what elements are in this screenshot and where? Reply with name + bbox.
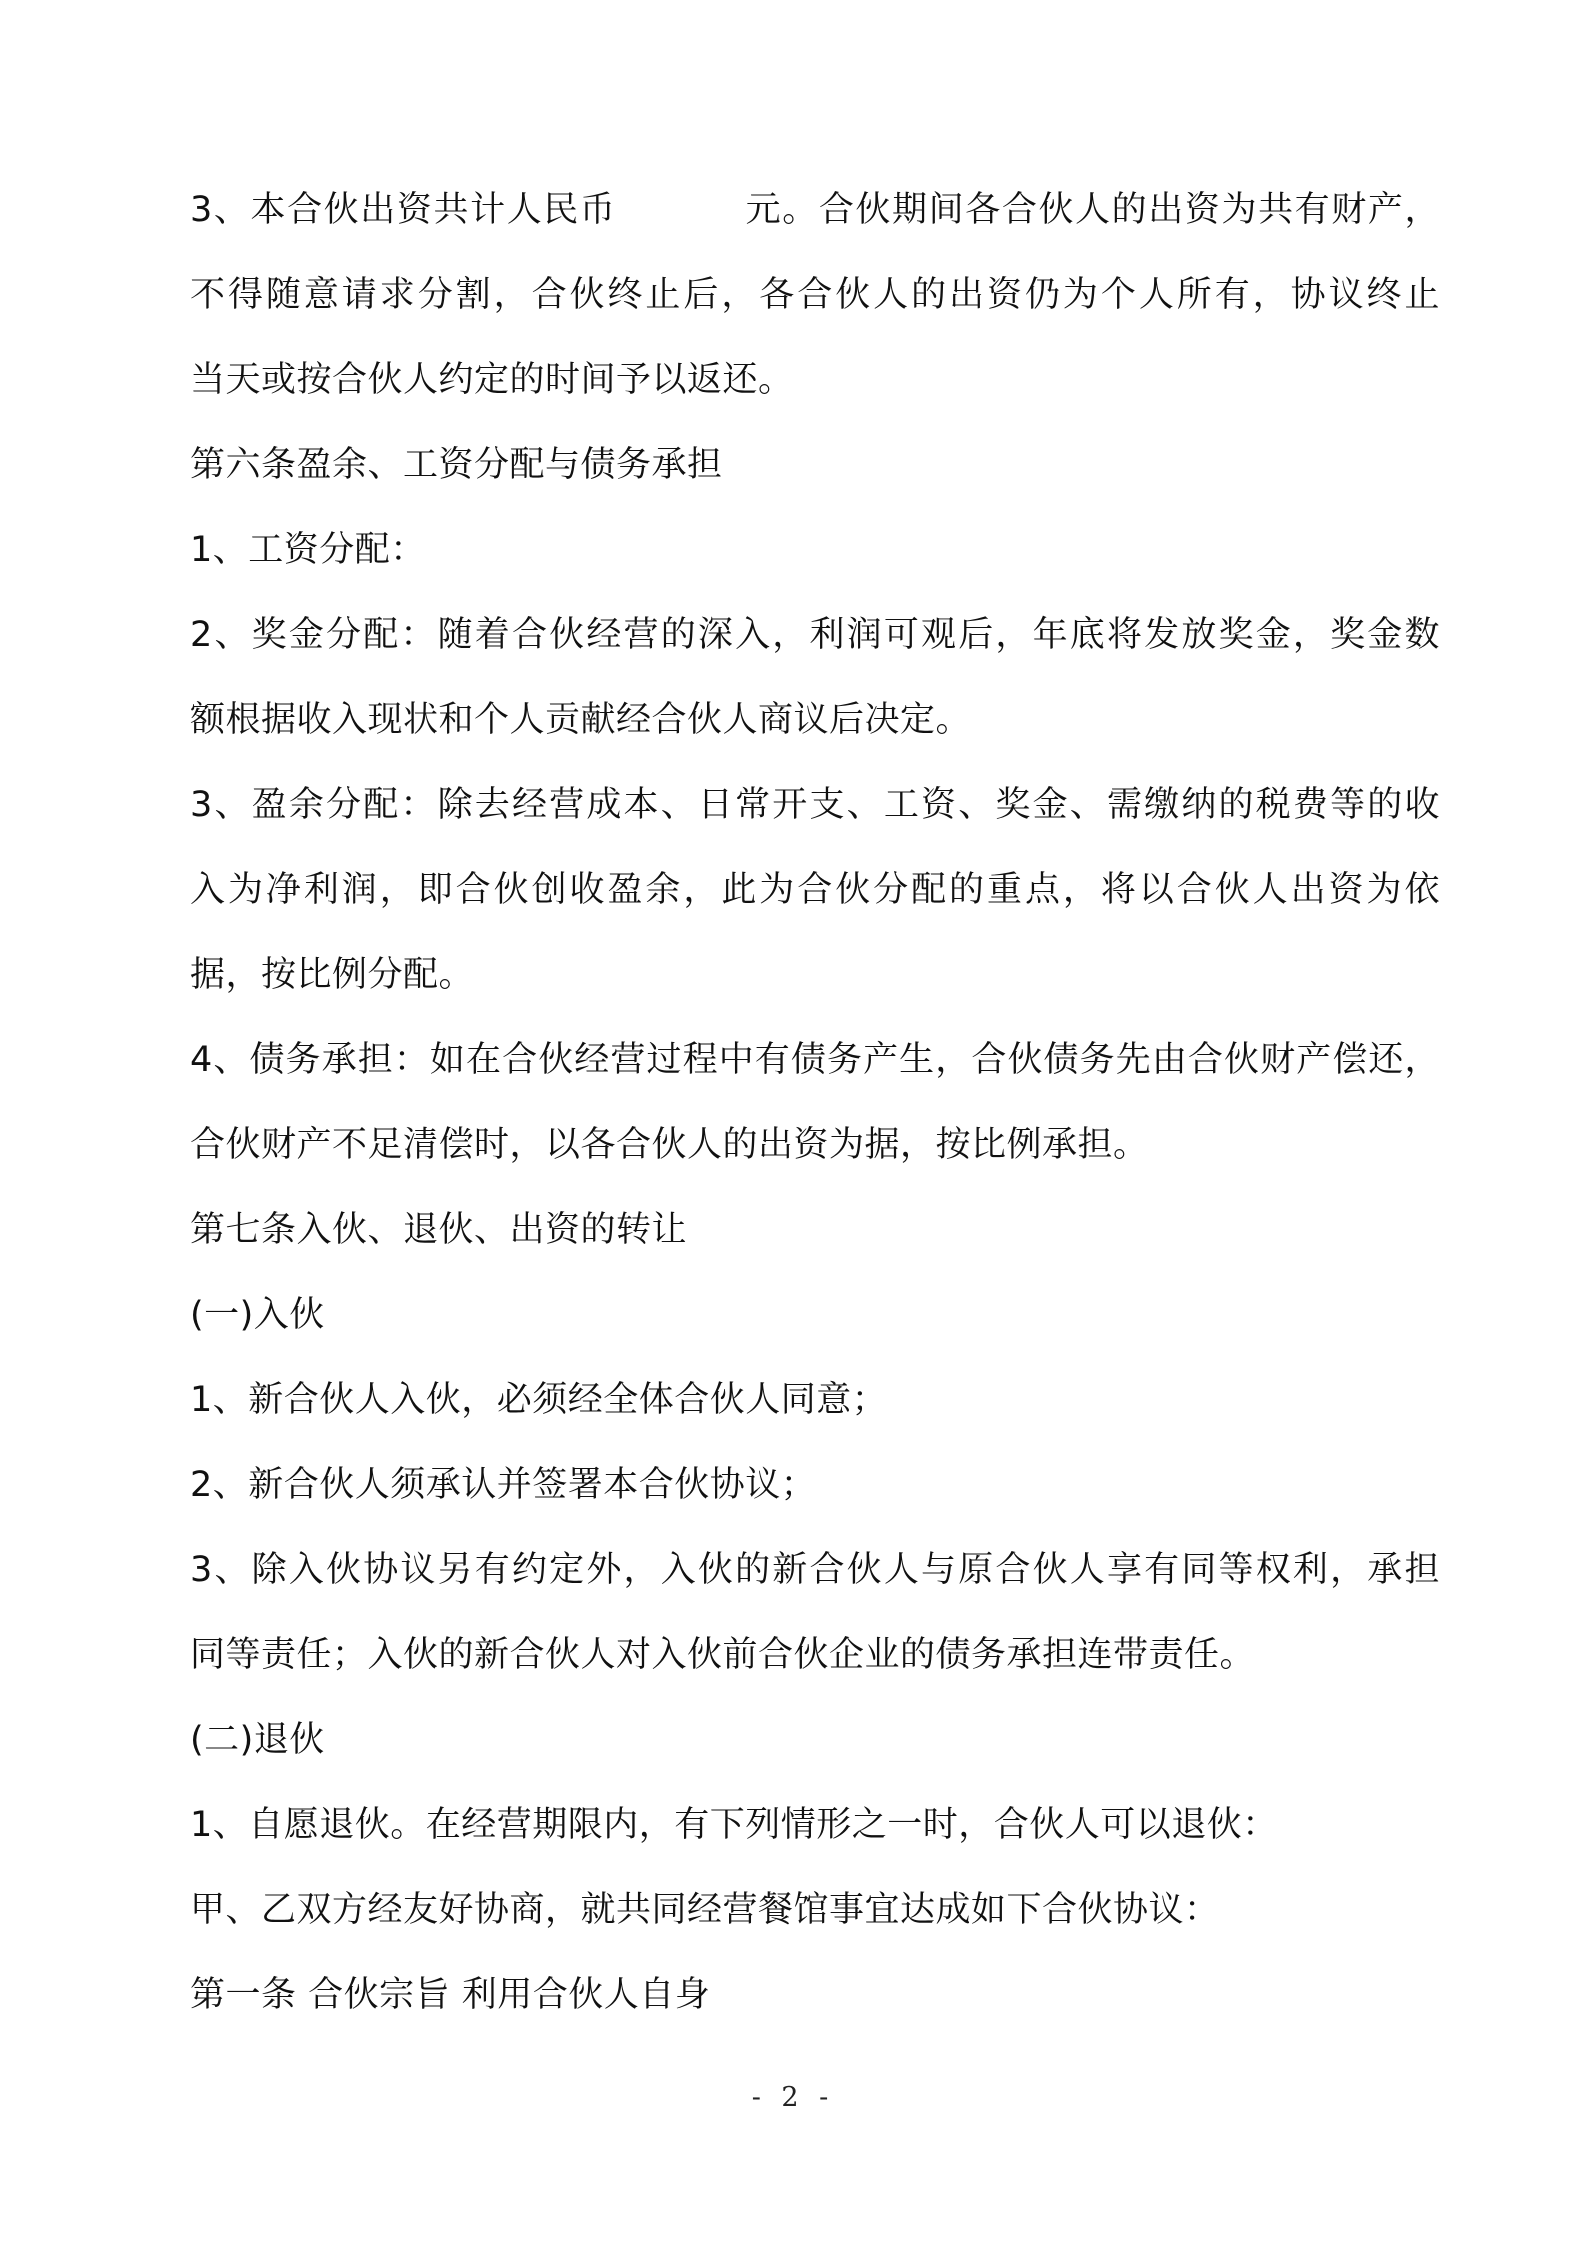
subsection-heading-withdrawal: (二)退伙 (190, 1720, 325, 1760)
paragraph-line: 1、新合伙人入伙，必须经全体合伙人同意； (190, 1380, 888, 1420)
paragraph-line: 据，按比例分配。 (190, 955, 475, 995)
paragraph-line: 入为净利润，即合伙创收盈余，此为合伙分配的重点，将以合伙人出资为依 (190, 870, 1440, 910)
subsection-heading-joining: (一)入伙 (190, 1295, 325, 1335)
capital-text-after: 元。合伙期间各合伙人的出资为共有财产， (744, 190, 1440, 230)
capital-text-before: 3、本合伙出资共计人民币 (190, 190, 617, 230)
paragraph-line: 1、自愿退伙。在经营期限内，有下列情形之一时，合伙人可以退伙： (190, 1805, 1278, 1845)
paragraph-line: 当天或按合伙人约定的时间予以返还。 (190, 360, 794, 400)
page-number: - 2 - (751, 2082, 835, 2113)
paragraph-line: 额根据收入现状和个人贡献经合伙人商议后决定。 (190, 700, 972, 740)
paragraph-line: 不得随意请求分割，合伙终止后，各合伙人的出资仍为个人所有，协议终止 (190, 275, 1440, 315)
paragraph-line: 2、奖金分配：随着合伙经营的深入，利润可观后，年底将发放奖金，奖金数 (190, 615, 1440, 655)
section-heading-article-6: 第六条盈余、工资分配与债务承担 (190, 445, 723, 485)
paragraph-line: 3、除入伙协议另有约定外，入伙的新合伙人与原合伙人享有同等权利，承担 (190, 1550, 1440, 1590)
paragraph-line: 同等责任；入伙的新合伙人对入伙前合伙企业的债务承担连带责任。 (190, 1635, 1256, 1675)
section-heading-article-1: 第一条 合伙宗旨 利用合伙人自身 (190, 1975, 711, 2015)
paragraph-line: 3、盈余分配：除去经营成本、日常开支、工资、奖金、需缴纳的税费等的收 (190, 785, 1440, 825)
paragraph-line: 4、债务承担：如在合伙经营过程中有债务产生，合伙债务先由合伙财产偿还， (190, 1040, 1440, 1080)
paragraph-line: 2、新合伙人须承认并签署本合伙协议； (190, 1465, 817, 1505)
section-heading-article-7: 第七条入伙、退伙、出资的转让 (190, 1210, 688, 1250)
paragraph-line: 合伙财产不足清偿时，以各合伙人的出资为据，按比例承担。 (190, 1125, 1149, 1165)
paragraph-line: 1、工资分配： (190, 530, 426, 570)
document-body (190, 190, 1440, 2060)
paragraph-line: 甲、乙双方经友好协商，就共同经营餐馆事宜达成如下合伙协议： (190, 1890, 1220, 1930)
paragraph-line-capital (190, 190, 1440, 231)
